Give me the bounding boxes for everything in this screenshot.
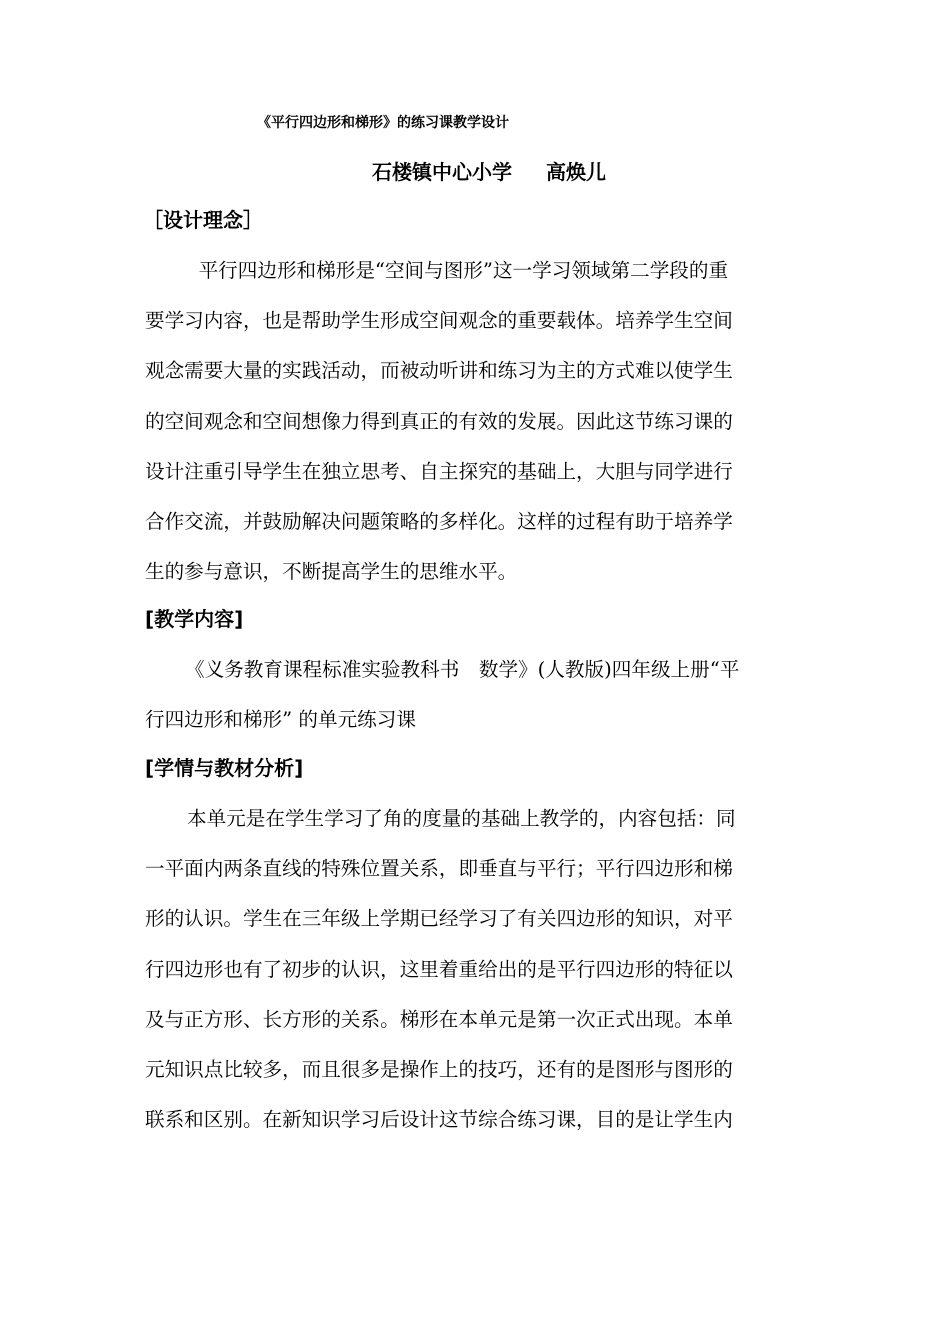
paragraph-line: 行四边形和梯形” 的单元练习课 <box>145 708 416 732</box>
paragraph-line: 一平面内两条直线的特殊位置关系，即垂直与平行；平行四边形和梯 <box>145 857 733 881</box>
paragraph-line: 生的参与意识，不断提高学生的思维水平。 <box>145 560 518 584</box>
paragraph-line: 形的认识。学生在三年级上学期已经学习了有关四边形的知识，对平 <box>145 907 733 931</box>
section-heading-teaching-content: [教学内容] <box>145 607 244 631</box>
section-heading-design-concept: ［设计理念］ <box>143 208 263 232</box>
paragraph-line: 本单元是在学生学习了角的度量的基础上教学的，内容包括：同 <box>187 807 736 830</box>
paragraph-line: 联系和区别。在新知识学习后设计这节综合练习课，目的是让学生内 <box>145 1108 733 1132</box>
section-body-analysis <box>145 794 813 1145</box>
paragraph-line: 及与正方形、长方形的关系。梯形在本单元是第一次正式出现。本单 <box>145 1007 733 1031</box>
section-body-design-concept <box>145 246 813 597</box>
section-heading-analysis: [学情与教材分析] <box>145 756 304 780</box>
school-name: 石楼镇中心小学 <box>372 160 512 184</box>
paragraph-line: 合作交流，并鼓励解决问题策略的多样化。这样的过程有助于培养学 <box>145 510 733 534</box>
author-line <box>0 158 950 186</box>
section-body-teaching-content <box>145 645 813 745</box>
author-name: 高焕儿 <box>546 160 606 184</box>
paragraph-line: 设计注重引导学生在独立思考、自主探究的基础上，大胆与同学进行 <box>145 459 733 483</box>
paragraph-line: 行四边形也有了初步的认识，这里着重给出的是平行四边形的特征以 <box>145 957 733 981</box>
paragraph-line: 的空间观念和空间想像力得到真正的有效的发展。因此这节练习课的 <box>145 409 733 433</box>
paragraph-line: 平行四边形和梯形是“空间与图形”这一学习领域第二学段的重 <box>179 259 729 282</box>
paragraph-line: 观念需要大量的实践活动，而被动听讲和练习为主的方式难以使学生 <box>145 359 733 383</box>
document-title: 《平行四边形和梯形》的练习课教学设计 <box>257 115 509 131</box>
paragraph-line: 《义务教育课程标准实验教科书 数学》(人教版)四年级上册“平 <box>185 658 740 681</box>
paragraph-line: 元知识点比较多，而且很多是操作上的技巧，还有的是图形与图形的 <box>145 1058 733 1082</box>
paragraph-line: 要学习内容，也是帮助学生形成空间观念的重要载体。培养学生空间 <box>145 309 733 333</box>
